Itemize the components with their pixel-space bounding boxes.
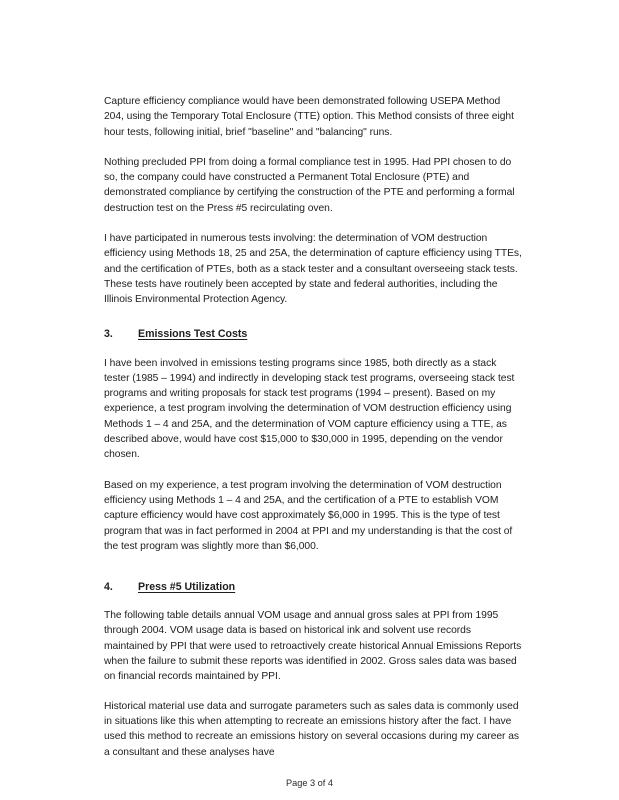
section-heading-press-utilization [104,580,522,595]
section-title: Emissions Test Costs [138,327,248,340]
paragraph-historical-material-use: Historical material use data and surrogate parameters such as sales data is commonly used in situations like this when attempting to recreate an emissions history after the fact. I have used this method to recreate an emissions history on several occasions during my career as a consultant and these analyses have [104,700,520,758]
paragraph-test-program-cost: Based on my experience, a test program involving the determination of VOM destruction efficiency using Methods 1 – 4 and 25A, and the certification of a PTE to establish VOM capture efficiency would have cost approximately $6,000 in 1995. This is the type of test program that was in fact performed in 2004 at PPI and my understanding is that the cost of the test program was slightly more than $6,000. [104,479,513,552]
paragraph-testing-programs: I have been involved in emissions testing programs since 1985, both directly as a stack tester (1985 – 1994) and indirectly in developing stack test programs, overseeing stack test programs and writing proposals for stack test programs (1994 – present). Based on my experience, a test program involving the determination of VOM destruction efficiency using Methods 1 – 4 and 25A, and the determination of VOM capture efficiency using a TTE, as described above, would have cost $15,000 to $30,000 in 1995, depending on the vendor chosen. [104,357,515,461]
paragraph-test-experience: I have participated in numerous tests involving: the determination of VOM destruction efficiency using Methods 18, 25 and 25A, the determination of capture efficiency using TTEs, and the certification of PTEs, both as a stack tester and a consultant overseeing stack tests. These tests have routinely been accepted by state and federal authorities, including the Illinois Environmental Protection Agency. [104,233,522,306]
section-number: 4. [104,581,113,594]
section-heading-emissions-test-costs [104,327,522,342]
page-number-footer: Page 3 of 4 [286,778,333,788]
paragraph-vom-usage-table: The following table details annual VOM usage and annual gross sales at PPI from 1995 through 2004. VOM usage data is based on historical ink and solvent use records maintained by PPI that were used to retroactively create historical Annual Emissions Reports when the failure to submit these reports was identified in 2002. Gross sales data was based on financial records maintained by PPI. [104,610,522,683]
section-title: Press #5 Utilization [138,581,236,594]
paragraph-capture-efficiency: Capture efficiency compliance would have been demonstrated following USEPA Method 204, using the Temporary Total Enclosure (TTE) option. This Method consists of three eight hour tests, following initial, brief "baseline" and "balancing" runs. [104,96,514,138]
paragraph-compliance-test: Nothing precluded PPI from doing a formal compliance test in 1995. Had PPI chosen to do so, the company could have constructed a Permanent Total Enclosure (PTE) and demonstrated compliance by certifying the construction of the PTE and performing a formal destruction test on the Press #5 recirculating oven. [104,156,515,214]
page-body [104,94,522,760]
section-number: 3. [104,327,113,340]
